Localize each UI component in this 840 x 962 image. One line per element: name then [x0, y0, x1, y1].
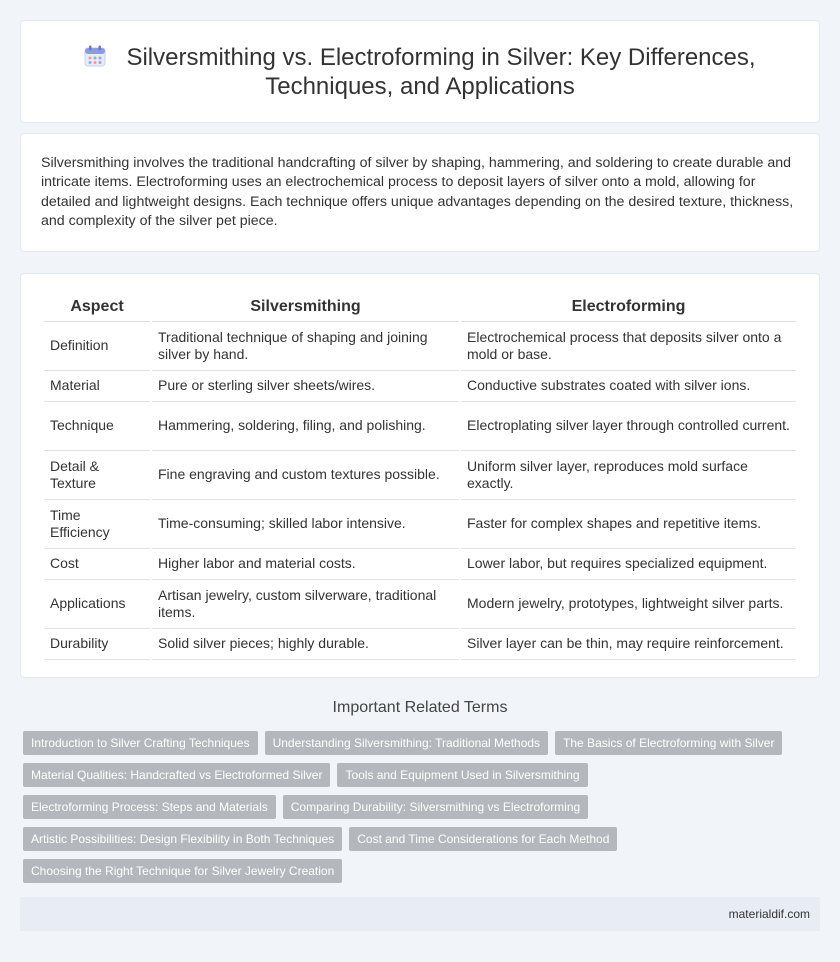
- related-term-tag[interactable]: Material Qualities: Handcrafted vs Electroformed Silver: [23, 763, 330, 787]
- related-term-tag[interactable]: Comparing Durability: Silversmithing vs Electroforming: [283, 795, 588, 819]
- intro-paragraph: Silversmithing involves the traditional handcrafting of silver by shaping, hammering, and soldering to create durable and intricate items. Electroforming uses an electrochemical process to deposit layers of silver onto a mold, allowing for detailed and lightweight designs. Each technique offers unique advantages depending on the desired texture, thickness, and complexity of the silver pet piece.: [41, 155, 794, 229]
- cell-aspect: Applications: [44, 580, 150, 629]
- header-card: [20, 20, 820, 123]
- intro-card: [20, 133, 820, 252]
- cell-aspect: Time Efficiency: [44, 500, 150, 549]
- table-row: [44, 402, 796, 451]
- cell-aspect: Cost: [44, 549, 150, 580]
- comparison-table: [42, 293, 798, 660]
- calendar-icon: [84, 45, 106, 67]
- title-line-2: Techniques, and Applications: [265, 73, 575, 100]
- footer: [20, 897, 820, 931]
- table-row: [44, 451, 796, 500]
- page-title: [21, 43, 819, 101]
- cell-aspect: Detail & Texture: [44, 451, 150, 500]
- cell-silversmithing: Time-consuming; skilled labor intensive.: [152, 500, 459, 549]
- related-term-tag[interactable]: Understanding Silversmithing: Traditional Methods: [265, 731, 548, 755]
- table-row: [44, 371, 796, 402]
- cell-electroforming: Electrochemical process that deposits silver onto a mold or base.: [461, 322, 796, 371]
- cell-silversmithing: Fine engraving and custom textures possible.: [152, 451, 459, 500]
- cell-silversmithing: Traditional technique of shaping and joining silver by hand.: [152, 322, 459, 371]
- cell-silversmithing: Artisan jewelry, custom silverware, traditional items.: [152, 580, 459, 629]
- cell-aspect: Technique: [44, 402, 150, 451]
- comparison-table-card: [20, 273, 820, 678]
- header-electroforming: Electroforming: [461, 293, 796, 322]
- cell-electroforming: Uniform silver layer, reproduces mold surface exactly.: [461, 451, 796, 500]
- cell-electroforming: Modern jewelry, prototypes, lightweight silver parts.: [461, 580, 796, 629]
- related-term-tag[interactable]: Tools and Equipment Used in Silversmithing: [337, 763, 587, 787]
- cell-aspect: Durability: [44, 629, 150, 660]
- cell-silversmithing: Pure or sterling silver sheets/wires.: [152, 371, 459, 402]
- related-term-tag[interactable]: Artistic Possibilities: Design Flexibility in Both Techniques: [23, 827, 342, 851]
- table-row: [44, 322, 796, 371]
- cell-aspect: Definition: [44, 322, 150, 371]
- cell-electroforming: Conductive substrates coated with silver ions.: [461, 371, 796, 402]
- cell-electroforming: Lower labor, but requires specialized equipment.: [461, 549, 796, 580]
- cell-electroforming: Electroplating silver layer through controlled current.: [461, 402, 796, 451]
- table-row: [44, 629, 796, 660]
- cell-aspect: Material: [44, 371, 150, 402]
- table-row: [44, 549, 796, 580]
- cell-electroforming: Faster for complex shapes and repetitive items.: [461, 500, 796, 549]
- cell-electroforming: Silver layer can be thin, may require reinforcement.: [461, 629, 796, 660]
- header-silversmithing: Silversmithing: [152, 293, 459, 322]
- related-term-tag[interactable]: Cost and Time Considerations for Each Method: [349, 827, 617, 851]
- related-terms-title: Important Related Terms: [332, 699, 508, 716]
- related-term-tag[interactable]: The Basics of Electroforming with Silver: [555, 731, 782, 755]
- table-row: [44, 500, 796, 549]
- related-term-tag[interactable]: Electroforming Process: Steps and Materials: [23, 795, 276, 819]
- cell-silversmithing: Hammering, soldering, filing, and polishing.: [152, 402, 459, 451]
- cell-silversmithing: Higher labor and material costs.: [152, 549, 459, 580]
- footer-site-link[interactable]: materialdif.com: [728, 907, 810, 921]
- table-row: [44, 580, 796, 629]
- header-aspect: Aspect: [44, 293, 150, 322]
- table-header-row: [44, 293, 796, 322]
- related-term-tag[interactable]: Choosing the Right Technique for Silver Jewelry Creation: [23, 859, 342, 883]
- title-line-1: Silversmithing vs. Electroforming in Silver: Key Differences,: [126, 44, 756, 71]
- cell-silversmithing: Solid silver pieces; highly durable.: [152, 629, 459, 660]
- related-term-tag[interactable]: Introduction to Silver Crafting Techniques: [23, 731, 258, 755]
- related-terms-list: [23, 731, 813, 891]
